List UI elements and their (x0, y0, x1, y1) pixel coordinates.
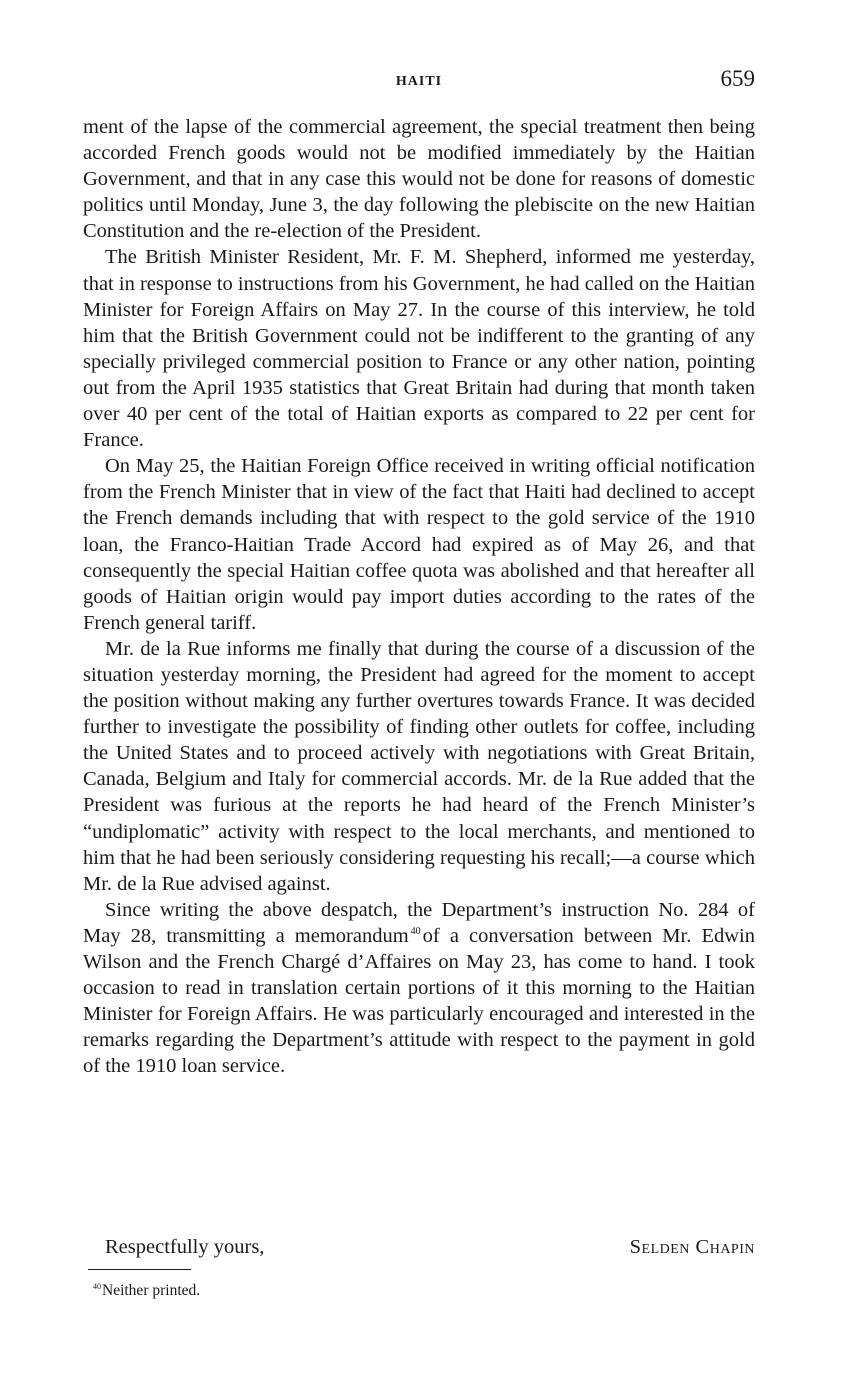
running-header (83, 66, 755, 96)
paragraph-since-writing-part-1: Since writing the above despatch, the Department’s instruction No. 284 of May 28, transmitting a memorandum (83, 898, 755, 947)
running-title: HAITI (395, 74, 443, 89)
paragraph-continued: ment of the lapse of the commercial agreement, the special treatment then being accorded French goods would not be modified immediately by the Haitian Government, and that in any case this would not be done for reasons of domestic politics until Monday, June 3, the day following the plebiscite on the new Haitian Constitution and the re-election of the President. (83, 116, 755, 243)
paragraph-british-minister: The British Minister Resident, Mr. F. M. Shepherd, informed me yesterday, that in response to instructions from his Government, he had called on the Haitian Minister for Foreign Affairs on May 27. In the course of this interview, he told him that the British Government could not be indifferent to the granting of any specially privileged commercial position to France or any other nation, pointing out from the April 1935 statistics that Great Britain had during that month taken over 40 per cent of the total of Haitian exports as compared to 22 per cent for France. (83, 246, 755, 452)
footnote (93, 1281, 200, 1301)
paragraph-since-writing-part-2: of a conversation between Mr. Edwin Wilson and the French Chargé d’Affaires on May 23, has come to hand. I took occasion to read in translation certain portions of it this morning to the Haitian Minister for Foreign Affairs. He was particularly encouraged and interested in the remarks regarding the Department’s attitude with respect to the payment in gold of the 1910 loan service. (83, 924, 755, 1078)
page-number: 659 (720, 66, 755, 91)
body-text (83, 114, 755, 1079)
footnote-divider (88, 1269, 191, 1270)
footnote-text: Neither printed. (102, 1282, 201, 1299)
paragraph-de-la-rue: Mr. de la Rue informs me finally that during the course of a discussion of the situation yesterday morning, the President had agreed for the moment to accept the position without making any further overtures towards France. It was decided further to investigate the possibility of finding other outlets for coffee, including the United States and to proceed actively with negotiations with Great Britain, Canada, Belgium and Italy for commercial accords. Mr. de la Rue added that the President was furious at the reports he had heard of the French Minister’s “undiplomatic” activity with respect to the local merchants, and mentioned to him that he had been seriously considering requesting his recall;—a course which Mr. de la Rue advised against. (83, 637, 755, 895)
paragraph-since-writing (83, 897, 755, 1080)
closing-salutation: Respectfully yours, (105, 1236, 265, 1258)
footnote-number: 40 (93, 1282, 101, 1291)
paragraph-french-notification: On May 25, the Haitian Foreign Office received in writing official notification from the French Minister that in view of the fact that Haiti had declined to accept the French demands including that with respect to the gold service of the 1910 loan, the Franco-Haitian Trade Accord had expired as of May 26, and that consequently the special Haitian coffee quota was abolished and that hereafter all goods of Haitian origin would pay import duties according to the rates of the French general tariff. (83, 455, 755, 634)
closing-line (83, 1236, 755, 1264)
signature: Selden Chapin (629, 1236, 755, 1258)
footnote-reference: 40 (410, 925, 421, 937)
